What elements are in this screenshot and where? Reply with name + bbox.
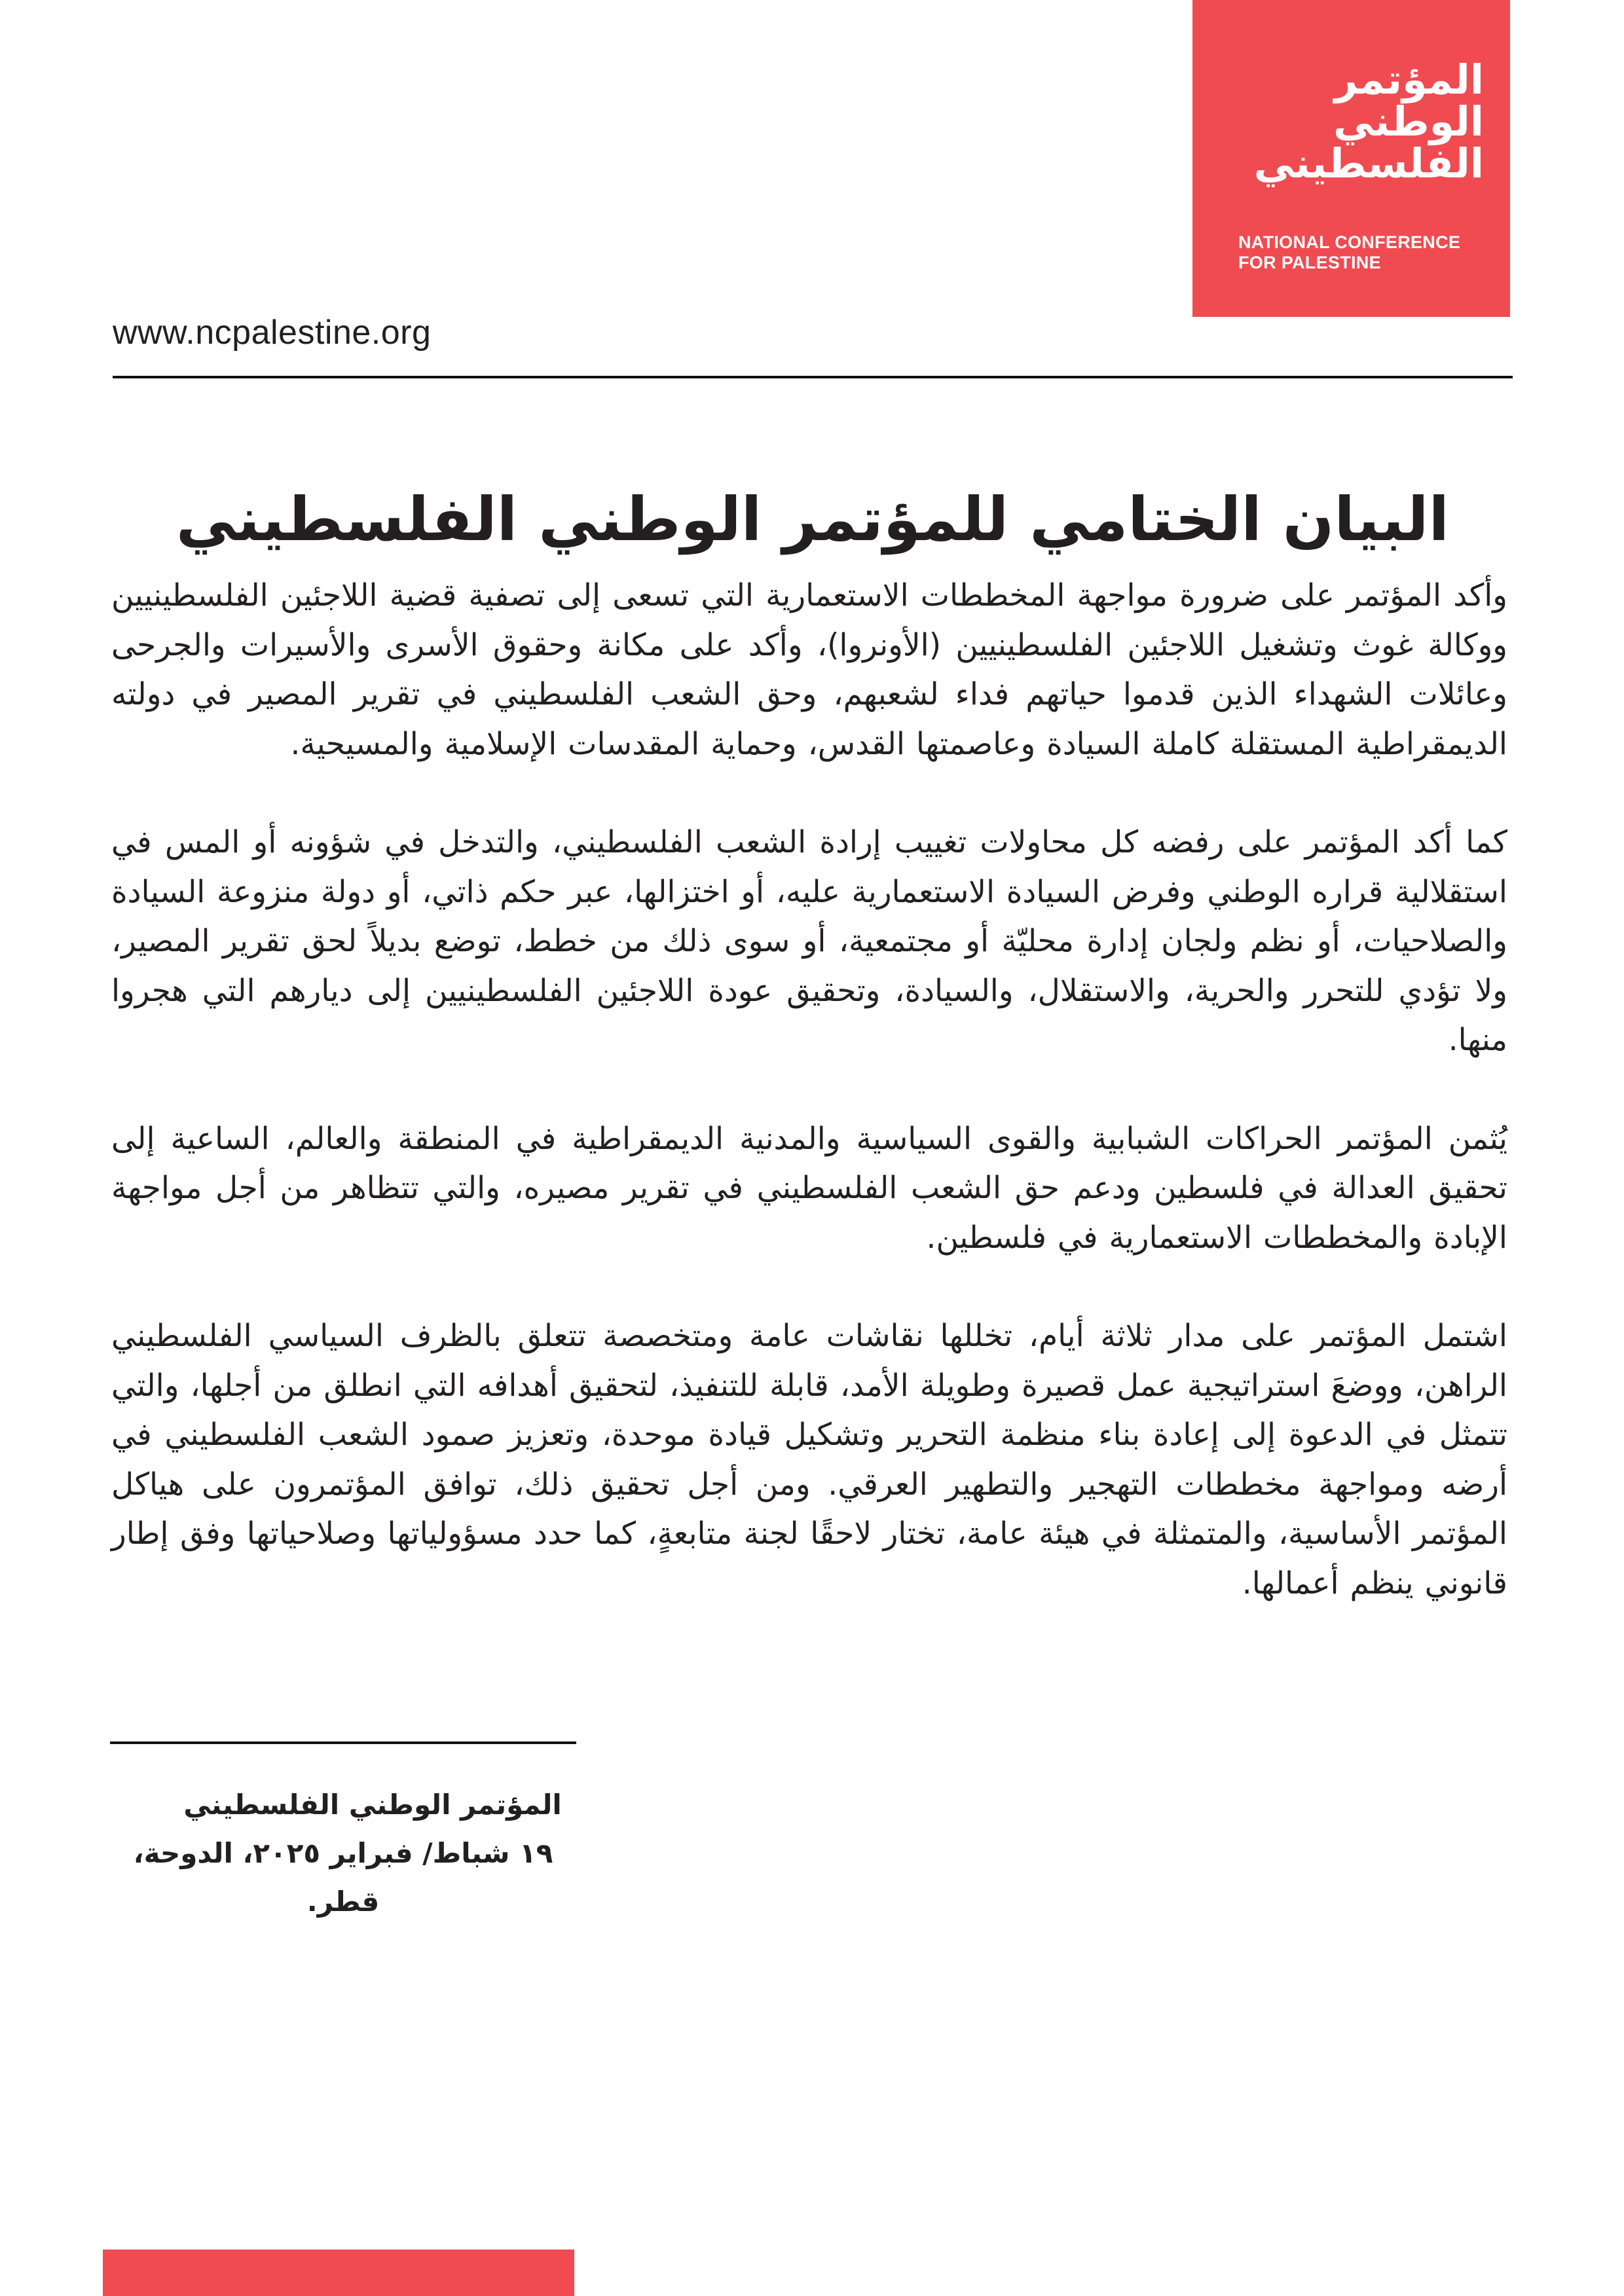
signature-date-place: ١٩ شباط/ فبراير ٢٠٢٥، الدوحة، قطر. (133, 1837, 553, 1918)
logo-arabic-line: المؤتمر (1334, 56, 1484, 103)
document-body (111, 571, 1507, 1657)
logo-arabic-line: الوطني (1333, 98, 1484, 145)
document-title: البيان الختامي للمؤتمر الوطني الفلسطيني (175, 484, 1450, 555)
conference-logo (1192, 0, 1510, 317)
logo-english-wordmark (1238, 232, 1460, 273)
logo-arabic-wordmark (1232, 56, 1484, 187)
header-divider (113, 376, 1513, 378)
logo-english-line: FOR PALESTINE (1238, 253, 1381, 272)
paragraph: كما أكد المؤتمر على رفضه كل محاولات تغييب إرادة الشعب الفلسطيني، والتدخل في شؤونه أو المس في استقلالية قراره الوطني وفرض السيادة الاستعمارية عليه، أو اختزالها، عبر حكم ذاتي، أو دولة منزوعة السيادة والصلاحيات، أو نظم ولجان إدارة محليّة أو مجتمعية، أو سوى ذلك من خطط، توضع بديلاً لحق تقرير المصير، ولا تؤدي للتحرر والحرية، والاستقلال، والسيادة، وتحقيق عودة اللاجئين الفلسطينيين إلى ديارهم التي هجروا منها. (111, 824, 1507, 1058)
logo-english-line: NATIONAL CONFERENCE (1238, 232, 1461, 252)
footer-accent-bar (103, 2250, 574, 2296)
signature-divider (110, 1741, 576, 1744)
signature-block (110, 1781, 576, 1926)
signature-organization: المؤتمر الوطني الفلسطيني (183, 1789, 562, 1821)
website-link[interactable]: www.ncpalestine.org (113, 314, 432, 352)
logo-arabic-line: الفلسطيني (1253, 139, 1484, 187)
paragraph: وأكد المؤتمر على ضرورة مواجهة المخططات الاستعمارية التي تسعى إلى تصفية قضية اللاجئين الفلسطينيين ووكالة غوث وتشغيل اللاجئين الفلسطينيين (الأونروا)، وأكد على مكانة وحقوق الأسرى والأسيرات والجرحى وعائلات الشهداء الذين قدموا حياتهم فداء لشعبهم، وحق الشعب الفلسطيني في تقرير المصير في دولته الديمقراطية المستقلة كاملة السيادة وعاصمتها القدس، وحماية المقدسات الإسلامية والمسيحية. (111, 577, 1507, 762)
paragraph: اشتمل المؤتمر على مدار ثلاثة أيام، تخللها نقاشات عامة ومتخصصة تتعلق بالظرف السياسي الفلسطيني الراهن، ووضعَ استراتيجية عمل قصيرة وطويلة الأمد، قابلة للتنفيذ، لتحقيق أهدافه التي انطلق من أجلها، والتي تتمثل في الدعوة إلى إعادة بناء منظمة التحرير وتشكيل قيادة موحدة، وتعزيز صمود الشعب الفلسطيني في أرضه ومواجهة مخططات التهجير والتطهير العرقي. ومن أجل تحقيق ذلك، توافق المؤتمرون على هياكل المؤتمر الأساسية، والمتمثلة في هيئة عامة، تختار لاحقًا لجنة متابعةٍ، كما حدد مسؤولياتها وصلاحياتها وفق إطار قانوني ينظم أعمالها. (111, 1318, 1507, 1601)
paragraph: يُثمن المؤتمر الحراكات الشبابية والقوى السياسية والمدنية الديمقراطية في المنطقة والعالم، الساعية إلى تحقيق العدالة في فلسطين ودعم حق الشعب الفلسطيني في تقرير مصيره، والتي تتظاهر من أجل مواجهة الإبادة والمخططات الاستعمارية في فلسطين. (111, 1120, 1507, 1256)
